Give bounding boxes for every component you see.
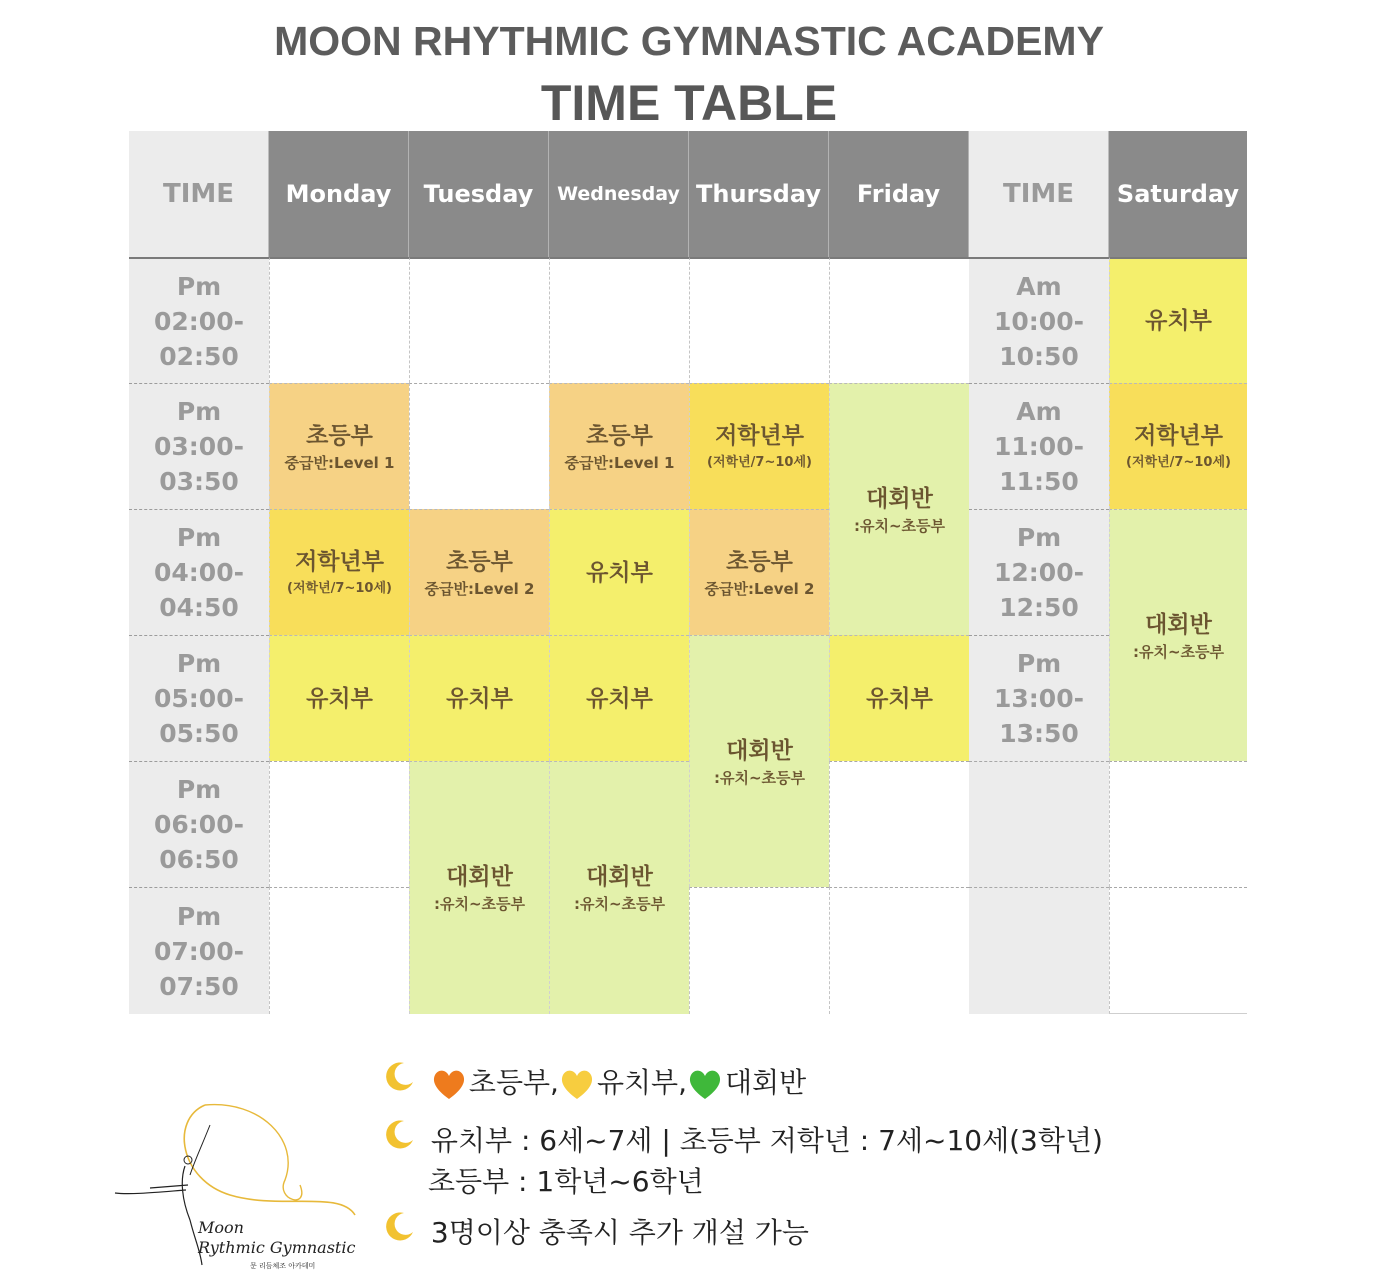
empty-slot bbox=[549, 257, 689, 383]
legend-age-text: 유치부 : 6세~7세 | 초등부 저학년 : 7세~10세(3학년) bbox=[430, 1124, 1103, 1157]
time-end: 04:50 bbox=[159, 593, 239, 622]
class-cell-competition bbox=[409, 761, 549, 1014]
time-end: 06:50 bbox=[159, 845, 239, 874]
empty-slot bbox=[1109, 761, 1247, 887]
class-name: 대회반 bbox=[446, 864, 513, 890]
header-saturday: Saturday bbox=[1109, 131, 1247, 257]
class-name: 유치부 bbox=[866, 685, 933, 712]
timetable-title: TIME TABLE bbox=[540, 75, 838, 131]
time-slot-am-1100 bbox=[969, 383, 1109, 509]
header-tuesday: Tuesday bbox=[409, 131, 549, 257]
time-start: 04:00- bbox=[154, 558, 244, 587]
time-slot-pm-0200 bbox=[129, 257, 269, 383]
class-cell-kindergarten bbox=[269, 635, 409, 761]
empty-slot bbox=[829, 887, 969, 1014]
class-cell-kindergarten bbox=[409, 635, 549, 761]
class-cell-elementary bbox=[269, 383, 409, 509]
class-name: 유치부 bbox=[1145, 308, 1212, 334]
crescent-moon-icon bbox=[384, 1060, 422, 1099]
header-monday: Monday bbox=[269, 131, 409, 257]
crescent-moon-icon bbox=[384, 1210, 422, 1249]
class-cell-kindergarten bbox=[549, 635, 689, 761]
empty-slot bbox=[409, 383, 549, 509]
time-end: 10:50 bbox=[999, 341, 1079, 371]
time-start: 12:00- bbox=[994, 558, 1084, 587]
time-end: 05:50 bbox=[159, 719, 239, 748]
empty-slot bbox=[689, 887, 829, 1014]
timetable-grid bbox=[129, 131, 1247, 1014]
time-period: Pm bbox=[176, 901, 222, 931]
class-age: :유치~초등부 bbox=[1132, 642, 1225, 661]
class-name: 유치부 bbox=[446, 685, 513, 712]
time-period: Am bbox=[1016, 271, 1062, 301]
time-period: Pm bbox=[1016, 523, 1062, 552]
class-cell-competition bbox=[1109, 509, 1247, 761]
empty-slot bbox=[269, 887, 409, 1014]
class-level: 중급반:Level 2 bbox=[704, 579, 815, 598]
class-name: 유치부 bbox=[306, 685, 373, 712]
time-end: 07:50 bbox=[159, 971, 239, 1001]
time-end: 03:50 bbox=[159, 467, 239, 496]
empty-slot bbox=[409, 257, 549, 383]
legend-elementary: 초등부, bbox=[468, 1066, 559, 1099]
header-wednesday: Wednesday bbox=[549, 131, 689, 257]
time-period: Am bbox=[1016, 397, 1062, 426]
class-name: 대회반 bbox=[586, 864, 653, 890]
class-cell-elementary bbox=[409, 509, 549, 635]
time-slot-pm-0500 bbox=[129, 635, 269, 761]
class-name: 대회반 bbox=[726, 737, 793, 764]
empty-time-slot bbox=[969, 761, 1109, 887]
time-start: 05:00- bbox=[154, 684, 244, 713]
class-age: (저학년/7~10세) bbox=[1126, 454, 1231, 470]
legend-competition: 대회반 bbox=[725, 1066, 807, 1099]
time-period: Pm bbox=[1016, 649, 1062, 678]
class-name: 초등부 bbox=[306, 422, 373, 449]
time-end: 02:50 bbox=[159, 341, 239, 371]
legend-color-key bbox=[384, 1060, 806, 1101]
time-start: 11:00- bbox=[994, 432, 1084, 461]
empty-slot bbox=[689, 257, 829, 383]
academy-title: MOON RHYTHMIC GYMNASTIC ACADEMY bbox=[274, 18, 1104, 64]
time-end: 13:50 bbox=[999, 719, 1079, 748]
class-cell-elementary bbox=[549, 383, 689, 509]
time-start: 10:00- bbox=[994, 306, 1084, 336]
empty-slot bbox=[1109, 887, 1247, 1014]
class-age: :유치~초등부 bbox=[853, 516, 946, 535]
logo-line1: Moon bbox=[198, 1218, 244, 1237]
legend-grade-text: 초등부 : 1학년~6학년 bbox=[428, 1165, 704, 1198]
class-cell-lower-grade bbox=[689, 383, 829, 509]
header-friday: Friday bbox=[829, 131, 969, 257]
class-age: (저학년/7~10세) bbox=[707, 454, 812, 470]
legend-kindergarten: 유치부, bbox=[596, 1066, 687, 1099]
time-start: 07:00- bbox=[154, 936, 244, 966]
time-slot-am-1000 bbox=[969, 257, 1109, 383]
crescent-moon-icon bbox=[384, 1118, 422, 1157]
time-slot-pm-0700 bbox=[129, 887, 269, 1014]
class-name: 초등부 bbox=[586, 422, 653, 449]
class-age: :유치~초등부 bbox=[713, 768, 806, 787]
logo-line2: Rythmic Gymnastic bbox=[198, 1238, 356, 1257]
class-name: 저학년부 bbox=[715, 422, 804, 449]
academy-logo bbox=[110, 1100, 370, 1270]
logo-line3: 문 리듬체조 아카데미 bbox=[250, 1262, 316, 1270]
class-cell-lower-grade bbox=[1109, 383, 1247, 509]
class-name: 유치부 bbox=[586, 685, 653, 712]
time-slot-pm-0300 bbox=[129, 383, 269, 509]
time-period: Pm bbox=[176, 523, 222, 552]
class-cell-lower-grade bbox=[269, 509, 409, 635]
class-age: :유치~초등부 bbox=[433, 895, 526, 913]
empty-time-slot bbox=[969, 887, 1109, 1014]
green-heart-icon bbox=[687, 1067, 725, 1101]
class-age: :유치~초등부 bbox=[573, 895, 666, 913]
time-start: 03:00- bbox=[154, 432, 244, 461]
time-period: Pm bbox=[176, 271, 222, 301]
time-slot-pm-0400 bbox=[129, 509, 269, 635]
class-level: 중급반:Level 2 bbox=[424, 579, 535, 598]
legend-grade-info bbox=[428, 1160, 704, 1200]
time-period: Pm bbox=[176, 649, 222, 678]
class-cell-competition bbox=[829, 383, 969, 635]
empty-slot bbox=[269, 761, 409, 887]
class-age: (저학년/7~10세) bbox=[287, 580, 392, 596]
class-cell-kindergarten bbox=[549, 509, 689, 635]
header-thursday: Thursday bbox=[689, 131, 829, 257]
time-end: 11:50 bbox=[999, 467, 1079, 496]
empty-slot bbox=[269, 257, 409, 383]
class-name: 대회반 bbox=[1145, 611, 1212, 638]
class-name: 유치부 bbox=[586, 559, 653, 586]
class-level: 중급반:Level 1 bbox=[564, 453, 675, 472]
class-cell-kindergarten bbox=[829, 635, 969, 761]
legend-note-text: 3명이상 충족시 추가 개설 가능 bbox=[430, 1216, 809, 1249]
legend-note bbox=[384, 1210, 809, 1251]
time-start: 13:00- bbox=[994, 684, 1084, 713]
class-name: 대회반 bbox=[866, 485, 933, 512]
yellow-heart-icon bbox=[559, 1067, 597, 1101]
class-name: 초등부 bbox=[446, 548, 513, 575]
orange-heart-icon bbox=[431, 1067, 469, 1101]
class-cell-kindergarten bbox=[1109, 257, 1247, 383]
empty-slot bbox=[829, 761, 969, 887]
time-slot-pm-1200 bbox=[969, 509, 1109, 635]
time-end: 12:50 bbox=[999, 593, 1079, 622]
class-cell-competition bbox=[689, 635, 829, 887]
time-period: Pm bbox=[176, 397, 222, 426]
time-slot-pm-1300 bbox=[969, 635, 1109, 761]
class-level: 중급반:Level 1 bbox=[284, 453, 395, 472]
header-time-right: TIME bbox=[969, 131, 1109, 257]
class-name: 저학년부 bbox=[295, 548, 384, 575]
empty-slot bbox=[829, 257, 969, 383]
class-cell-competition bbox=[549, 761, 689, 1014]
header-time-left: TIME bbox=[129, 131, 269, 257]
time-period: Pm bbox=[176, 775, 222, 804]
time-slot-pm-0600 bbox=[129, 761, 269, 887]
class-cell-elementary bbox=[689, 509, 829, 635]
class-name: 초등부 bbox=[726, 548, 793, 575]
time-start: 06:00- bbox=[154, 810, 244, 839]
class-name: 저학년부 bbox=[1134, 422, 1223, 449]
time-start: 02:00- bbox=[154, 306, 244, 336]
legend-age-info bbox=[384, 1118, 1103, 1159]
